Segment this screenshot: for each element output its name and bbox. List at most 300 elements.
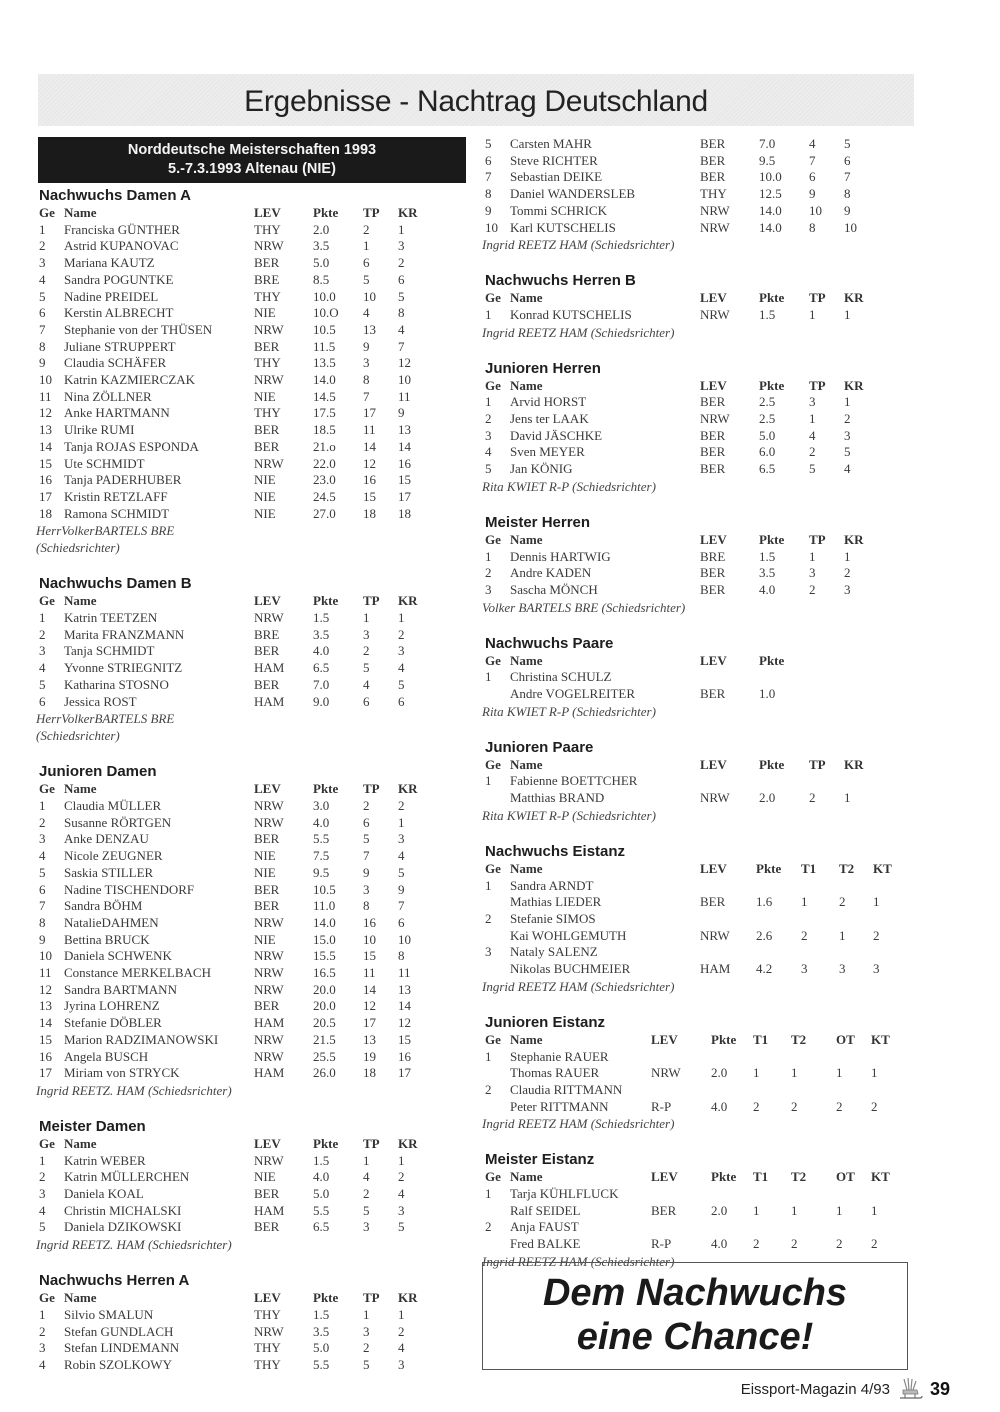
results-table <box>36 781 428 1082</box>
table-row <box>482 220 874 237</box>
table-cell: Anke DENZAU <box>64 831 149 847</box>
table-cell: 14.0 <box>759 219 782 235</box>
table-cell: 12 <box>39 981 52 997</box>
table-cell: 3 <box>839 961 846 977</box>
table-cell: 2 <box>39 626 46 642</box>
table-header-row <box>36 1136 428 1153</box>
table-cell: 7 <box>363 388 370 404</box>
table-cell: 2 <box>363 797 370 813</box>
table-cell <box>791 1186 836 1203</box>
table-cell: 2 <box>363 221 370 237</box>
table-header-row <box>482 1169 901 1186</box>
column-header: Name <box>510 652 543 668</box>
table-cell: 5 <box>485 136 492 151</box>
table-cell: 11.0 <box>313 898 336 914</box>
table-cell <box>791 1219 836 1236</box>
table-cell <box>836 1219 871 1236</box>
table-cell: 14 <box>398 998 411 1014</box>
table-cell <box>651 1219 711 1236</box>
table-row <box>36 1340 428 1357</box>
table-cell: Daniela DZIKOWSKI <box>64 1219 182 1235</box>
table-cell: Carsten MAHR <box>510 136 592 151</box>
table-cell: 2 <box>485 910 492 926</box>
table-cell <box>482 686 510 703</box>
table-cell: NRW <box>254 610 284 626</box>
slogan-line-2: eine Chance! <box>576 1316 814 1358</box>
table-row <box>482 153 874 170</box>
table-cell: 4 <box>398 848 405 864</box>
table-cell: 5 <box>363 660 370 676</box>
table-cell: BER <box>700 427 726 443</box>
section-nachwuchs-paare <box>482 634 922 720</box>
table-cell: NRW <box>254 1048 284 1064</box>
column-header: KR <box>844 377 864 393</box>
table-cell: 5 <box>363 1202 370 1218</box>
column-header: Ge <box>485 377 501 393</box>
table-cell: 5 <box>398 676 405 692</box>
column-header: Ge <box>485 290 501 306</box>
table-cell: 11 <box>39 388 52 404</box>
column-header: Name <box>510 756 543 772</box>
table-cell: 1 <box>363 1306 370 1322</box>
table-cell: Nadine TISCHENDORF <box>64 881 195 897</box>
table-cell: Karl KUTSCHELIS <box>510 219 616 235</box>
results-table <box>482 378 874 478</box>
table-cell: 6 <box>485 152 492 168</box>
table-cell: 6 <box>398 693 405 709</box>
table-header-row <box>36 593 428 610</box>
table-cell: 17 <box>39 488 52 504</box>
column-header: LEV <box>651 1169 678 1185</box>
table-cell: NRW <box>254 914 284 930</box>
table-row <box>36 238 428 255</box>
table-cell: 1.5 <box>759 306 776 322</box>
table-cell: Sandra POGUNTKE <box>64 271 174 287</box>
table-cell: 15 <box>363 948 376 964</box>
table-cell: 1 <box>485 773 492 789</box>
table-cell: 1 <box>844 548 851 564</box>
table-row <box>482 773 874 790</box>
table-cell <box>482 928 510 945</box>
table-row <box>36 272 428 289</box>
referee: Rita KWIET R-P (Schiedsrichter) <box>482 478 656 494</box>
table-cell: NatalieDAHMEN <box>64 914 159 930</box>
table-cell: Angela BUSCH <box>64 1048 149 1064</box>
table-cell: 2 <box>873 927 880 943</box>
table-cell: 3 <box>363 1219 370 1235</box>
table-cell: THY <box>254 1340 281 1356</box>
table-cell: 4 <box>398 660 405 676</box>
table-cell: Claudia SCHÄFER <box>64 355 167 371</box>
table-cell: 3 <box>39 1340 46 1356</box>
column-header: TP <box>809 756 826 772</box>
table-cell: 1 <box>809 306 816 322</box>
table-cell: Mariana KAUTZ <box>64 255 155 271</box>
table-cell: 9.0 <box>313 693 330 709</box>
table-cell: THY <box>254 1356 281 1372</box>
table-cell: 1 <box>836 1065 843 1081</box>
table-cell <box>759 773 809 790</box>
table-cell: NRW <box>700 790 730 806</box>
table-row <box>482 1082 901 1099</box>
table-cell <box>711 1049 753 1066</box>
column-header: Ge <box>485 756 501 772</box>
table-cell: Kristin RETZLAFF <box>64 488 168 504</box>
column-header: Name <box>64 205 97 220</box>
magazine-issue: Eissport-Magazin 4/93 <box>740 1380 890 1398</box>
table-cell: 1 <box>791 1065 798 1081</box>
table-cell: 3 <box>485 944 492 960</box>
column-header: TP <box>363 1290 380 1306</box>
table-cell: 5 <box>485 461 492 477</box>
table-cell: Robin SZOLKOWY <box>64 1356 172 1372</box>
table-cell: 1 <box>485 669 492 685</box>
championship-header <box>38 137 466 183</box>
table-cell: 2 <box>485 411 492 427</box>
section-title: Junioren Paare <box>485 738 594 756</box>
column-header: LEV <box>254 1135 281 1151</box>
section-junioren-herren <box>482 359 922 495</box>
table-cell: 12 <box>363 455 376 471</box>
table-row <box>36 1153 428 1170</box>
table-row <box>36 798 428 815</box>
table-header-row <box>36 1290 428 1307</box>
table-cell: 9 <box>363 864 370 880</box>
table-cell: NRW <box>254 981 284 997</box>
table-cell: 2.5 <box>759 411 776 427</box>
table-cell: 5 <box>398 1219 405 1235</box>
table-cell: BER <box>700 565 726 581</box>
table-cell: 1 <box>363 238 370 254</box>
table-row <box>482 428 874 445</box>
table-cell: 2.5 <box>759 394 776 410</box>
table-row <box>482 1203 901 1220</box>
table-cell: Jessica ROST <box>64 693 137 709</box>
table-cell: 1.5 <box>313 1306 330 1322</box>
table-row <box>36 305 428 322</box>
table-cell <box>482 894 510 911</box>
table-cell: 2 <box>871 1236 878 1252</box>
table-cell: BER <box>254 881 280 897</box>
table-cell: NRW <box>254 1323 284 1339</box>
referee-name: HerrVolkerBARTELS BRE <box>36 711 175 727</box>
results-table <box>482 290 874 323</box>
table-cell: 1 <box>809 548 816 564</box>
table-cell: 3 <box>398 238 405 254</box>
table-cell: Ulrike RUMI <box>64 422 135 438</box>
column-header: KR <box>398 1135 418 1151</box>
column-header: LEV <box>700 531 727 547</box>
column-header: T1 <box>801 860 817 876</box>
section-title: Nachwuchs Damen A <box>39 187 191 204</box>
table-cell: 4 <box>809 427 816 443</box>
table-cell: 2.0 <box>711 1065 728 1081</box>
table-cell: 2 <box>363 1186 370 1202</box>
table-cell <box>756 944 801 961</box>
table-cell: 4.0 <box>313 1169 330 1185</box>
table-cell: 11 <box>363 422 376 438</box>
table-cell: Sandra BÖHM <box>64 898 143 914</box>
table-cell <box>759 669 809 686</box>
table-cell <box>839 944 873 961</box>
table-cell: 8 <box>485 186 492 202</box>
table-cell: 6.5 <box>759 461 776 477</box>
column-header: LEV <box>254 593 281 609</box>
table-cell: NIE <box>254 864 276 880</box>
table-cell: 13 <box>363 321 376 337</box>
table-cell: Jens ter LAAK <box>510 411 589 427</box>
table-cell: BER <box>700 444 726 460</box>
championship-date-location: 5.-7.3.1993 Altenau (NIE) <box>168 161 336 177</box>
table-row <box>36 815 428 832</box>
table-cell: 2.0 <box>313 221 330 237</box>
table-cell: 14.0 <box>313 372 336 388</box>
table-cell <box>801 878 839 895</box>
table-cell: 10 <box>363 288 376 304</box>
table-cell: 4 <box>363 1169 370 1185</box>
table-cell: 14.0 <box>759 202 782 218</box>
table-cell: BER <box>254 1186 280 1202</box>
table-row <box>482 186 874 203</box>
table-cell: 11.5 <box>313 338 336 354</box>
table-cell: NRW <box>254 321 284 337</box>
table-row <box>36 848 428 865</box>
table-cell: 5 <box>39 288 46 304</box>
table-cell: 10 <box>39 948 52 964</box>
table-cell: 17 <box>398 488 411 504</box>
table-header-row <box>482 290 874 307</box>
column-header: T1 <box>753 1031 769 1047</box>
table-row <box>36 882 428 899</box>
table-cell: 10.5 <box>313 881 336 897</box>
table-cell: 3 <box>39 255 46 271</box>
table-cell <box>482 790 510 807</box>
section-nachwuchs-herren-a-continued <box>482 136 922 253</box>
table-cell: Constance MERKELBACH <box>64 965 211 981</box>
table-row <box>36 831 428 848</box>
table-cell <box>791 1082 836 1099</box>
table-row <box>482 928 903 945</box>
table-cell: 1 <box>363 610 370 626</box>
table-cell: 1 <box>844 790 851 806</box>
table-cell: 2 <box>398 1169 405 1185</box>
table-cell: 15 <box>398 472 411 488</box>
table-cell: Steve RICHTER <box>510 152 598 168</box>
table-row <box>36 1203 428 1220</box>
table-cell <box>753 1082 791 1099</box>
table-row <box>36 405 428 422</box>
table-cell: BER <box>254 422 280 438</box>
table-cell: Astrid KUPANOVAC <box>64 238 179 254</box>
table-cell <box>756 878 801 895</box>
referee-role: (Schiedsrichter) <box>36 728 120 744</box>
table-row <box>36 1169 428 1186</box>
results-table <box>482 136 874 236</box>
table-cell: 6 <box>398 271 405 287</box>
table-cell: 3 <box>363 626 370 642</box>
table-cell: Tommi SCHRICK <box>510 202 607 218</box>
table-cell: 10.5 <box>313 321 336 337</box>
table-cell: 3 <box>363 881 370 897</box>
table-cell: 2 <box>753 1098 760 1114</box>
table-cell: 8 <box>809 219 816 235</box>
table-cell: NRW <box>651 1065 681 1081</box>
column-header: TP <box>809 290 826 306</box>
table-cell: 20.0 <box>313 998 336 1014</box>
table-cell: 9 <box>39 355 46 371</box>
table-row <box>36 389 428 406</box>
table-cell: 4 <box>398 1186 405 1202</box>
table-row <box>36 643 428 660</box>
table-row <box>36 1307 428 1324</box>
table-cell: 2 <box>844 411 851 427</box>
section-junioren-paare <box>482 738 922 824</box>
section-nachwuchs-herren-a <box>36 1271 466 1374</box>
referee: Ingrid REETZ HAM (Schiedsrichter) <box>482 1253 675 1269</box>
column-header: Pkte <box>759 652 785 668</box>
table-row <box>482 169 874 186</box>
table-cell: Christin MICHALSKI <box>64 1202 182 1218</box>
table-cell: 4 <box>39 660 46 676</box>
table-cell <box>753 1049 791 1066</box>
table-cell: BER <box>254 338 280 354</box>
table-row <box>36 222 428 239</box>
table-cell: 4 <box>363 305 370 321</box>
table-row <box>482 1219 901 1236</box>
column-header: KR <box>398 781 418 797</box>
table-cell: 6.0 <box>759 444 776 460</box>
table-cell: 19 <box>363 1048 376 1064</box>
table-cell: HAM <box>254 660 285 676</box>
table-cell: BER <box>700 686 726 702</box>
table-cell: 12 <box>398 355 411 371</box>
right-column <box>482 136 922 1288</box>
table-cell: 2 <box>39 238 46 254</box>
table-cell <box>753 1219 791 1236</box>
table-cell: 4.0 <box>313 814 330 830</box>
table-cell: 14.0 <box>313 914 336 930</box>
table-cell: 15.0 <box>313 931 336 947</box>
table-cell <box>482 1203 510 1220</box>
table-row <box>482 1065 901 1082</box>
table-cell: 6 <box>363 693 370 709</box>
table-cell: 2 <box>363 643 370 659</box>
table-cell: 7 <box>39 321 46 337</box>
referee: Rita KWIET R-P (Schiedsrichter) <box>482 807 656 823</box>
table-cell: BER <box>254 643 280 659</box>
table-cell: BER <box>254 438 280 454</box>
table-cell: 14 <box>39 438 52 454</box>
table-cell: 1 <box>39 1306 46 1322</box>
table-cell: 7 <box>363 848 370 864</box>
table-cell: Tanja SCHMIDT <box>64 643 155 659</box>
table-row <box>36 1324 428 1341</box>
table-cell: 17 <box>363 1015 376 1031</box>
table-cell: 4 <box>363 676 370 692</box>
section-title: Nachwuchs Paare <box>485 634 614 652</box>
column-header: Name <box>510 1031 543 1047</box>
column-header: Name <box>510 531 543 547</box>
section-meister-damen <box>36 1117 466 1253</box>
table-cell: 14 <box>363 981 376 997</box>
table-cell: 2 <box>398 1323 405 1339</box>
table-cell: 1 <box>398 814 405 830</box>
table-row <box>482 686 809 703</box>
table-cell: BRE <box>700 548 726 564</box>
table-row <box>482 444 874 461</box>
table-cell: 4.2 <box>756 961 773 977</box>
table-cell: 9.5 <box>313 864 330 880</box>
table-cell: NRW <box>700 219 730 235</box>
results-table <box>482 757 874 807</box>
table-cell: 4 <box>39 1356 46 1372</box>
table-cell <box>700 878 756 895</box>
table-cell: 6 <box>844 152 851 168</box>
table-cell: Matthias BRAND <box>510 790 605 806</box>
table-row <box>36 289 428 306</box>
table-row <box>482 461 874 478</box>
section-title: Nachwuchs Eistanz <box>485 842 626 860</box>
referee: Ingrid REETZ HAM (Schiedsrichter) <box>482 324 675 340</box>
table-cell: Claudia RITTMANN <box>510 1081 623 1097</box>
column-header: KR <box>398 205 418 220</box>
column-header: T2 <box>791 1169 807 1185</box>
table-cell: NRW <box>254 948 284 964</box>
referee: Rita KWIET R-P (Schiedsrichter) <box>482 703 656 719</box>
table-cell: Jan KÖNIG <box>510 461 573 477</box>
table-cell: NIE <box>254 848 276 864</box>
table-cell: 15 <box>363 488 376 504</box>
table-cell: NIE <box>254 1169 276 1185</box>
table-cell: BER <box>254 255 280 271</box>
table-row <box>36 255 428 272</box>
table-cell: Claudia MÜLLER <box>64 797 162 813</box>
table-cell: THY <box>700 186 727 202</box>
table-row <box>36 1357 428 1374</box>
table-cell: 5 <box>398 864 405 880</box>
table-cell: 8 <box>398 305 405 321</box>
column-header: Ge <box>39 1135 55 1151</box>
table-cell: 1 <box>39 797 46 813</box>
table-cell: 9 <box>844 202 851 218</box>
table-cell: 3 <box>363 355 370 371</box>
table-cell: 25.5 <box>313 1048 336 1064</box>
column-header: KT <box>873 860 892 876</box>
table-cell <box>809 773 844 790</box>
table-row <box>36 472 428 489</box>
table-cell: 12 <box>39 405 52 421</box>
table-cell: Sandra BARTMANN <box>64 981 177 997</box>
table-cell: 5 <box>39 676 46 692</box>
results-table <box>482 653 809 703</box>
table-cell: Stephanie von der THÜSEN <box>64 321 213 337</box>
table-row <box>36 898 428 915</box>
table-cell: 3 <box>873 961 880 977</box>
table-cell <box>482 1236 510 1253</box>
table-cell: Stefanie SIMOS <box>510 910 596 926</box>
table-cell: 2.0 <box>711 1202 728 1218</box>
table-cell: 8 <box>363 372 370 388</box>
table-cell: 1 <box>801 894 808 910</box>
table-cell: NRW <box>254 797 284 813</box>
table-cell: 2 <box>398 797 405 813</box>
section-title: Nachwuchs Herren B <box>485 272 636 290</box>
table-cell <box>836 1082 871 1099</box>
section-title: Nachwuchs Herren A <box>39 1272 190 1290</box>
table-cell: R-P <box>651 1098 672 1114</box>
table-cell: Stefanie DÖBLER <box>64 1015 162 1031</box>
column-header: Ge <box>485 652 501 668</box>
